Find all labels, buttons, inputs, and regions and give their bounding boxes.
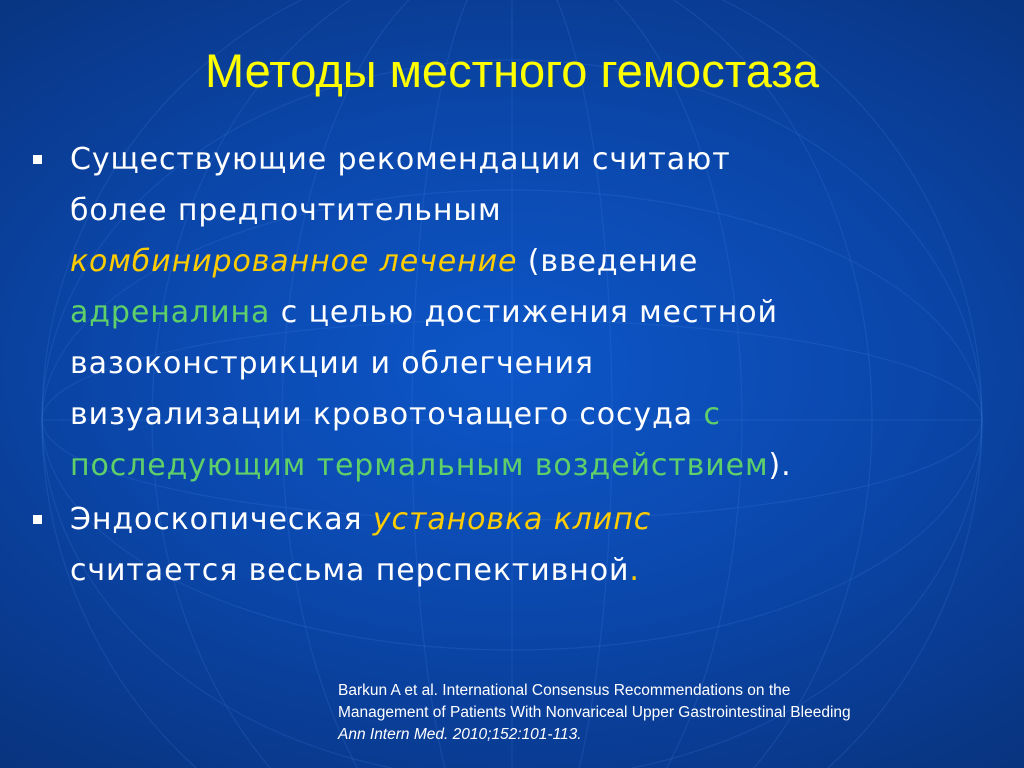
bullet-clips <box>30 494 990 596</box>
text-segment: (введение <box>517 244 699 279</box>
bullet-square-icon <box>33 155 42 164</box>
bullet-1-line-5 <box>70 338 990 389</box>
text-segment: Существующие рекомендации считают <box>70 142 731 177</box>
bullet-square-icon <box>33 515 42 524</box>
text-segment: ). <box>768 448 792 483</box>
bullet-recommendations <box>30 134 990 491</box>
citation-line-1: Barkun A et al. International Consensus Recommendations on the <box>338 682 791 699</box>
emphasis-clip-placement: установка клипс <box>372 502 652 537</box>
bullet-1-line-1 <box>70 134 990 185</box>
text-segment: считается весьма перспективной <box>70 553 630 588</box>
citation-journal: Ann Intern Med. 2010;152:101-113. <box>338 726 582 743</box>
citation <box>338 680 1018 746</box>
bullet-1-line-7 <box>70 440 990 491</box>
bullet-1-line-6 <box>70 389 990 440</box>
bullet-1-line-2 <box>70 185 990 236</box>
bullet-1-line-4 <box>70 287 990 338</box>
text-segment: визуализации кровоточащего сосуда <box>70 397 704 432</box>
emphasis-period: . <box>629 553 640 588</box>
bullet-1-line-3 <box>70 236 990 287</box>
bullet-2-line-1 <box>70 494 990 545</box>
bullet-2-line-2 <box>70 545 990 596</box>
emphasis-combined-treatment: комбинированное лечение <box>70 244 518 279</box>
text-segment: с целью достижения местной <box>270 295 778 330</box>
highlight-adrenaline: адреналина <box>70 295 271 330</box>
text-segment: Эндоскопическая <box>70 502 373 537</box>
bullet-list <box>30 134 990 599</box>
text-segment: более предпочтительным <box>70 193 502 228</box>
highlight-thermal-effect: последующим термальным воздействием <box>70 448 769 483</box>
text-segment: вазоконстрикции и облегчения <box>70 346 594 381</box>
slide-title: Методы местного гемостаза <box>204 44 819 97</box>
citation-line-2: Management of Patients With Nonvariceal Upper Gastrointestinal Bleeding <box>338 704 851 721</box>
highlight-thermal-start: с <box>703 397 721 432</box>
